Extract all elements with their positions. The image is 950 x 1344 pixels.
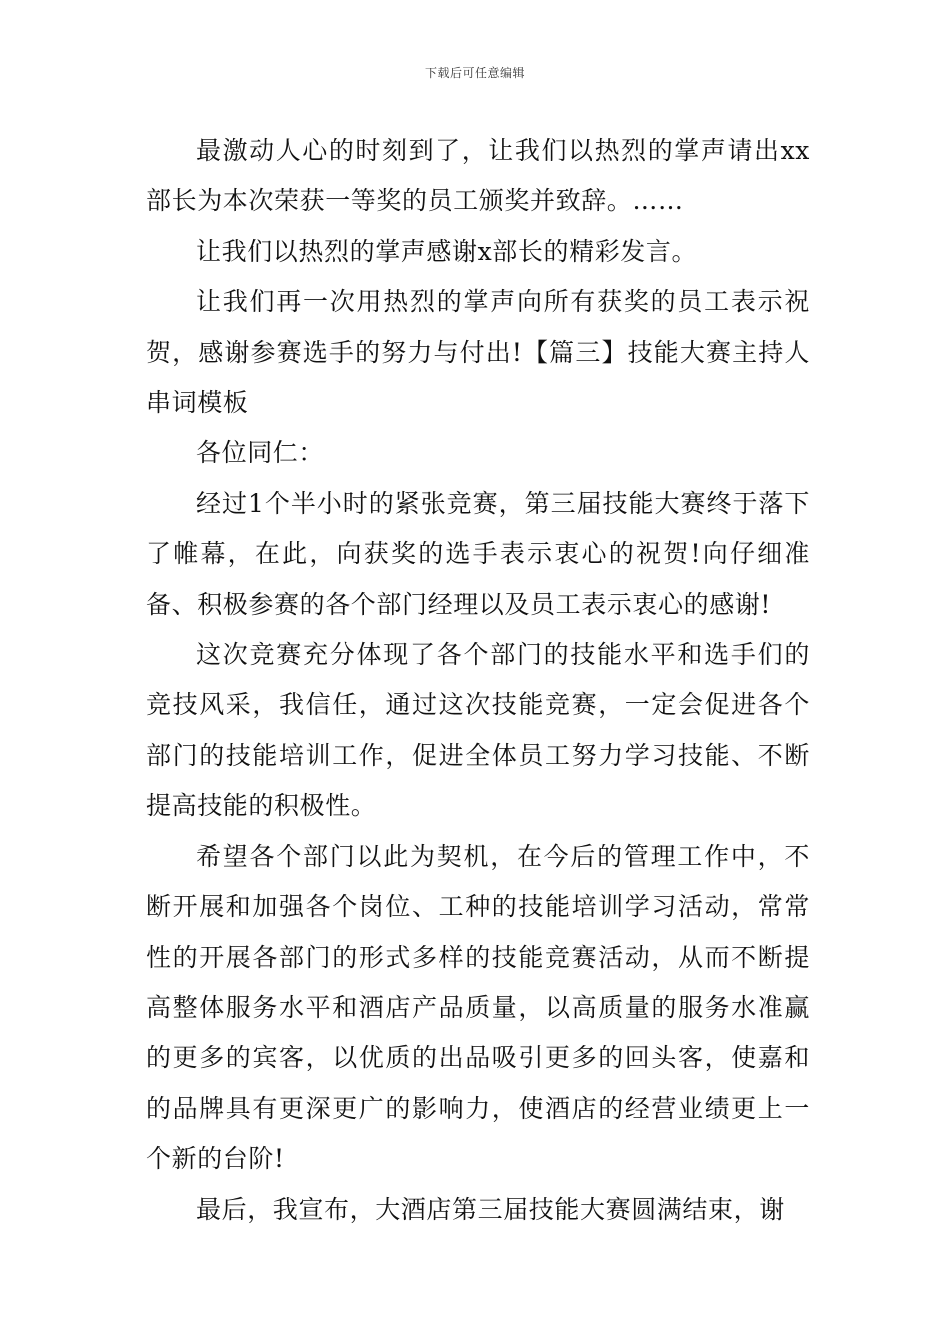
- paragraph-congratulations: 让我们再一次用热烈的掌声向所有获奖的员工表示祝贺，感谢参赛选手的努力与付出!【篇三】技能大赛主持人串词模板: [146, 287, 810, 418]
- document-body: [146, 126, 810, 1235]
- page-header-note: 下载后可任意编辑: [424, 66, 525, 80]
- paragraph-greeting: 各位同仁：: [196, 438, 325, 468]
- paragraph-hopes: 希望各个部门以此为契机，在今后的管理工作中，不断开展和加强各个岗位、工种的技能培训学习活动，常常性的开展各部门的形式多样的技能竞赛活动，从而不断提高整体服务水平和酒店产品质量，以高质量的服务水准赢的更多的宾客，以优质的出品吸引更多的回头客，使嘉和的品牌具有更深更广的影响力，使酒店的经营业绩更上一个新的台阶!: [146, 841, 810, 1174]
- paragraph-closing: 最后，我宣布，大酒店第三届技能大赛圆满结束，谢: [196, 1194, 785, 1224]
- paragraph-competition-end: 经过1个半小时的紧张竞赛，第三届技能大赛终于落下了帷幕，在此，向获奖的选手表示衷心的祝贺!向仔细准备、积极参赛的各个部门经理以及员工表示衷心的感谢!: [146, 488, 810, 619]
- paragraph-competition-summary: 这次竞赛充分体现了各个部门的技能水平和选手们的竞技风采，我信任，通过这次技能竞赛，一定会促进各个部门的技能培训工作，促进全体员工努力学习技能、不断提高技能的积极性。: [146, 640, 810, 821]
- paragraph-thanks: 让我们以热烈的掌声感谢x部长的精彩发言。: [196, 236, 698, 266]
- paragraph-award-speech: 最激动人心的时刻到了，让我们以热烈的掌声请出xx部长为本次荣获一等奖的员工颁奖并致辞。……: [146, 136, 810, 216]
